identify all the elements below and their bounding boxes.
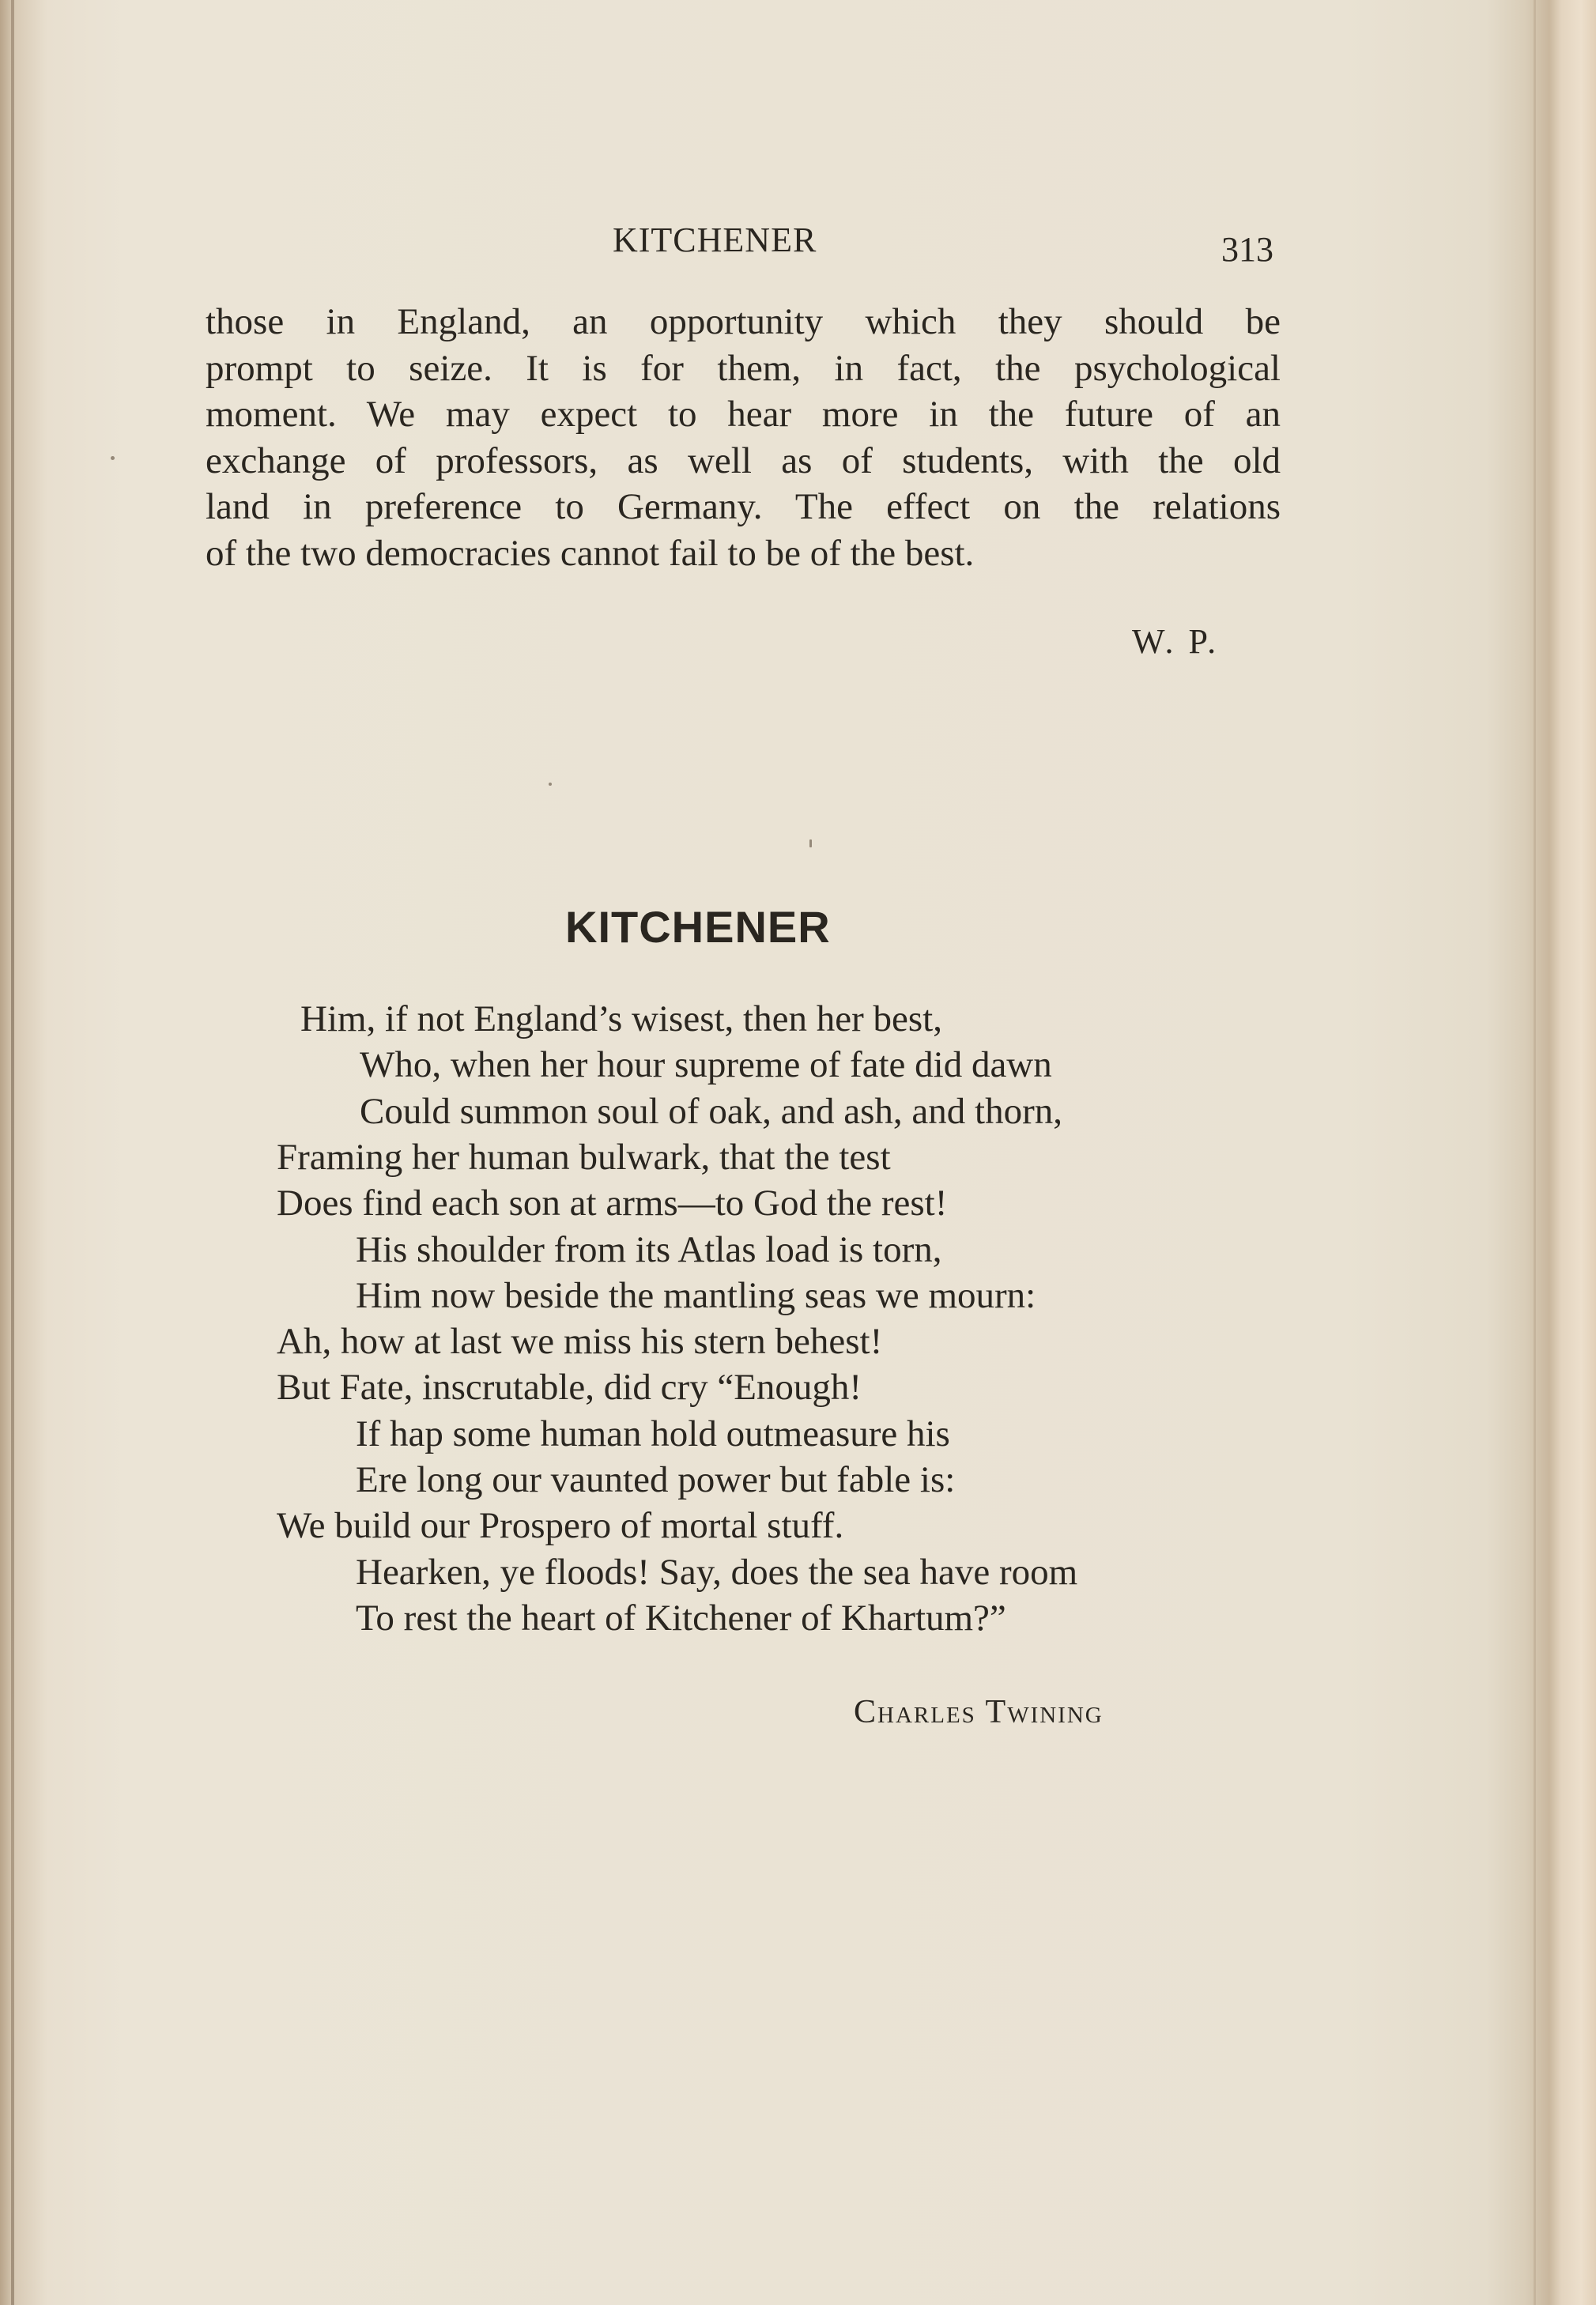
prose-paragraph	[206, 299, 1281, 576]
poem-line: Him, if not England’s wisest, then her best,	[300, 998, 942, 1039]
prose-line: prompt to seize. It is for them, in fact, the psychological	[206, 347, 1281, 389]
prose-signature: W. P.	[1132, 622, 1220, 661]
poem-line: Does find each son at arms—to God the rest!	[277, 1183, 948, 1224]
poem-line: Hearken, ye floods! Say, does the sea have room	[356, 1552, 1078, 1593]
poem-line: We build our Prospero of mortal stuff.	[277, 1505, 844, 1546]
prose-line: land in preference to Germany. The effect on the relations	[206, 486, 1281, 527]
prose-line: exchange of professors, as well as of students, with the old	[206, 439, 1281, 481]
paper-speck	[809, 839, 812, 847]
poem-line: But Fate, inscrutable, did cry “Enough!	[277, 1367, 862, 1408]
poem-line: Ah, how at last we miss his stern behest!	[277, 1321, 883, 1362]
paper-speck	[549, 783, 552, 786]
poem-line: Framing her human bulwark, that the test	[277, 1137, 891, 1178]
binding-edge	[11, 0, 14, 2305]
poem-line: Ere long our vaunted power but fable is:	[356, 1459, 956, 1500]
page-number: 313	[1221, 230, 1273, 269]
poem-line: If hap some human hold outmeasure his	[356, 1413, 950, 1454]
poem-author: Charles Twining	[854, 1694, 1104, 1730]
running-head: KITCHENER	[613, 221, 817, 259]
poem-title: KITCHENER	[565, 902, 831, 952]
paper-speck	[111, 456, 115, 460]
poem-line: Him now beside the mantling seas we mourn:	[356, 1275, 1036, 1316]
poem-line: Could summon soul of oak, and ash, and thorn,	[360, 1091, 1063, 1132]
prose-line: moment. We may expect to hear more in the future of an	[206, 394, 1281, 435]
prose-line: those in England, an opportunity which they should be	[206, 301, 1281, 342]
poem-line: His shoulder from its Atlas load is torn,	[356, 1229, 942, 1270]
page-edge	[1534, 0, 1536, 2305]
poem-line: To rest the heart of Kitchener of Khartum?”	[356, 1598, 1006, 1639]
prose-line: of the two democracies cannot fail to be of the best.	[206, 532, 975, 574]
poem-line: Who, when her hour supreme of fate did dawn	[360, 1044, 1052, 1085]
